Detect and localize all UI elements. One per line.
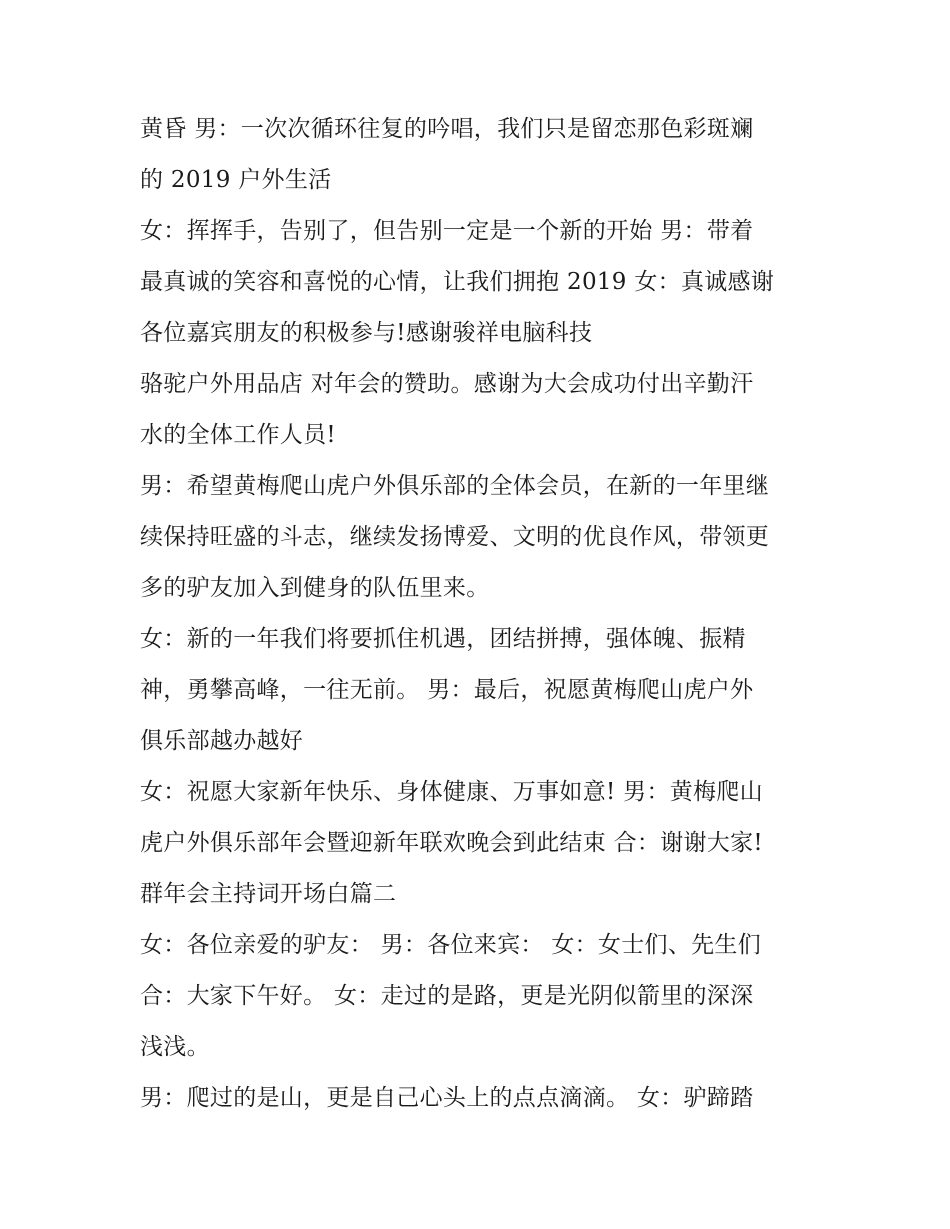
text-line: 神，勇攀高峰，一往无前。 男：最后，祝愿黄梅爬山虎户外 [140, 677, 754, 703]
text-line: 女：祝愿大家新年快乐、身体健康、万事如意! 男：黄梅爬山 [140, 779, 763, 805]
section-heading: 群年会主持词开场白篇二 [140, 881, 397, 907]
text-line: 俱乐部越办越好 [140, 728, 304, 754]
text-line: 男：爬过的是山，更是自己心头上的点点滴滴。 女：驴蹄踏 [140, 1085, 754, 1111]
text-line: 女：各位亲爱的驴友： 男：各位来宾： 女：女士们、先生们 [140, 932, 762, 958]
text-line: 女：挥挥手，告别了，但告别一定是一个新的开始 男：带着 [140, 218, 754, 244]
text-line: 虎户外俱乐部年会暨迎新年联欢晚会到此结束 合：谢谢大家! [140, 830, 763, 856]
text-line: 水的全体工作人员! [140, 422, 336, 448]
text-line: 浅浅。 [140, 1034, 210, 1060]
text-line: 最真诚的笑容和喜悦的心情，让我们拥抱 2019 女：真诚感谢 [140, 269, 775, 295]
text-line: 多的驴友加入到健身的队伍里来。 [140, 575, 490, 601]
text-line: 各位嘉宾朋友的积极参与!感谢骏祥电脑科技 [140, 320, 593, 346]
text-line: 男：希望黄梅爬山虎户外俱乐部的全体会员，在新的一年里继 [140, 473, 770, 499]
text-line: 的 2019 户外生活 [140, 167, 332, 193]
text-line: 女：新的一年我们将要抓住机遇，团结拼搏，强体魄、振精 [140, 626, 746, 652]
text-line: 续保持旺盛的斗志，继续发扬博爱、文明的优良作风，带领更 [140, 524, 770, 550]
text-line: 合：大家下午好。 女：走过的是路，更是光阴似箭里的深深 [140, 983, 754, 1009]
text-line: 骆驼户外用品店 对年会的赞助。感谢为大会成功付出辛勤汗 [140, 371, 754, 397]
text-line: 黄昏 男：一次次循环往复的吟唱，我们只是留恋那色彩斑斓 [140, 116, 754, 142]
document-body [140, 104, 820, 1124]
